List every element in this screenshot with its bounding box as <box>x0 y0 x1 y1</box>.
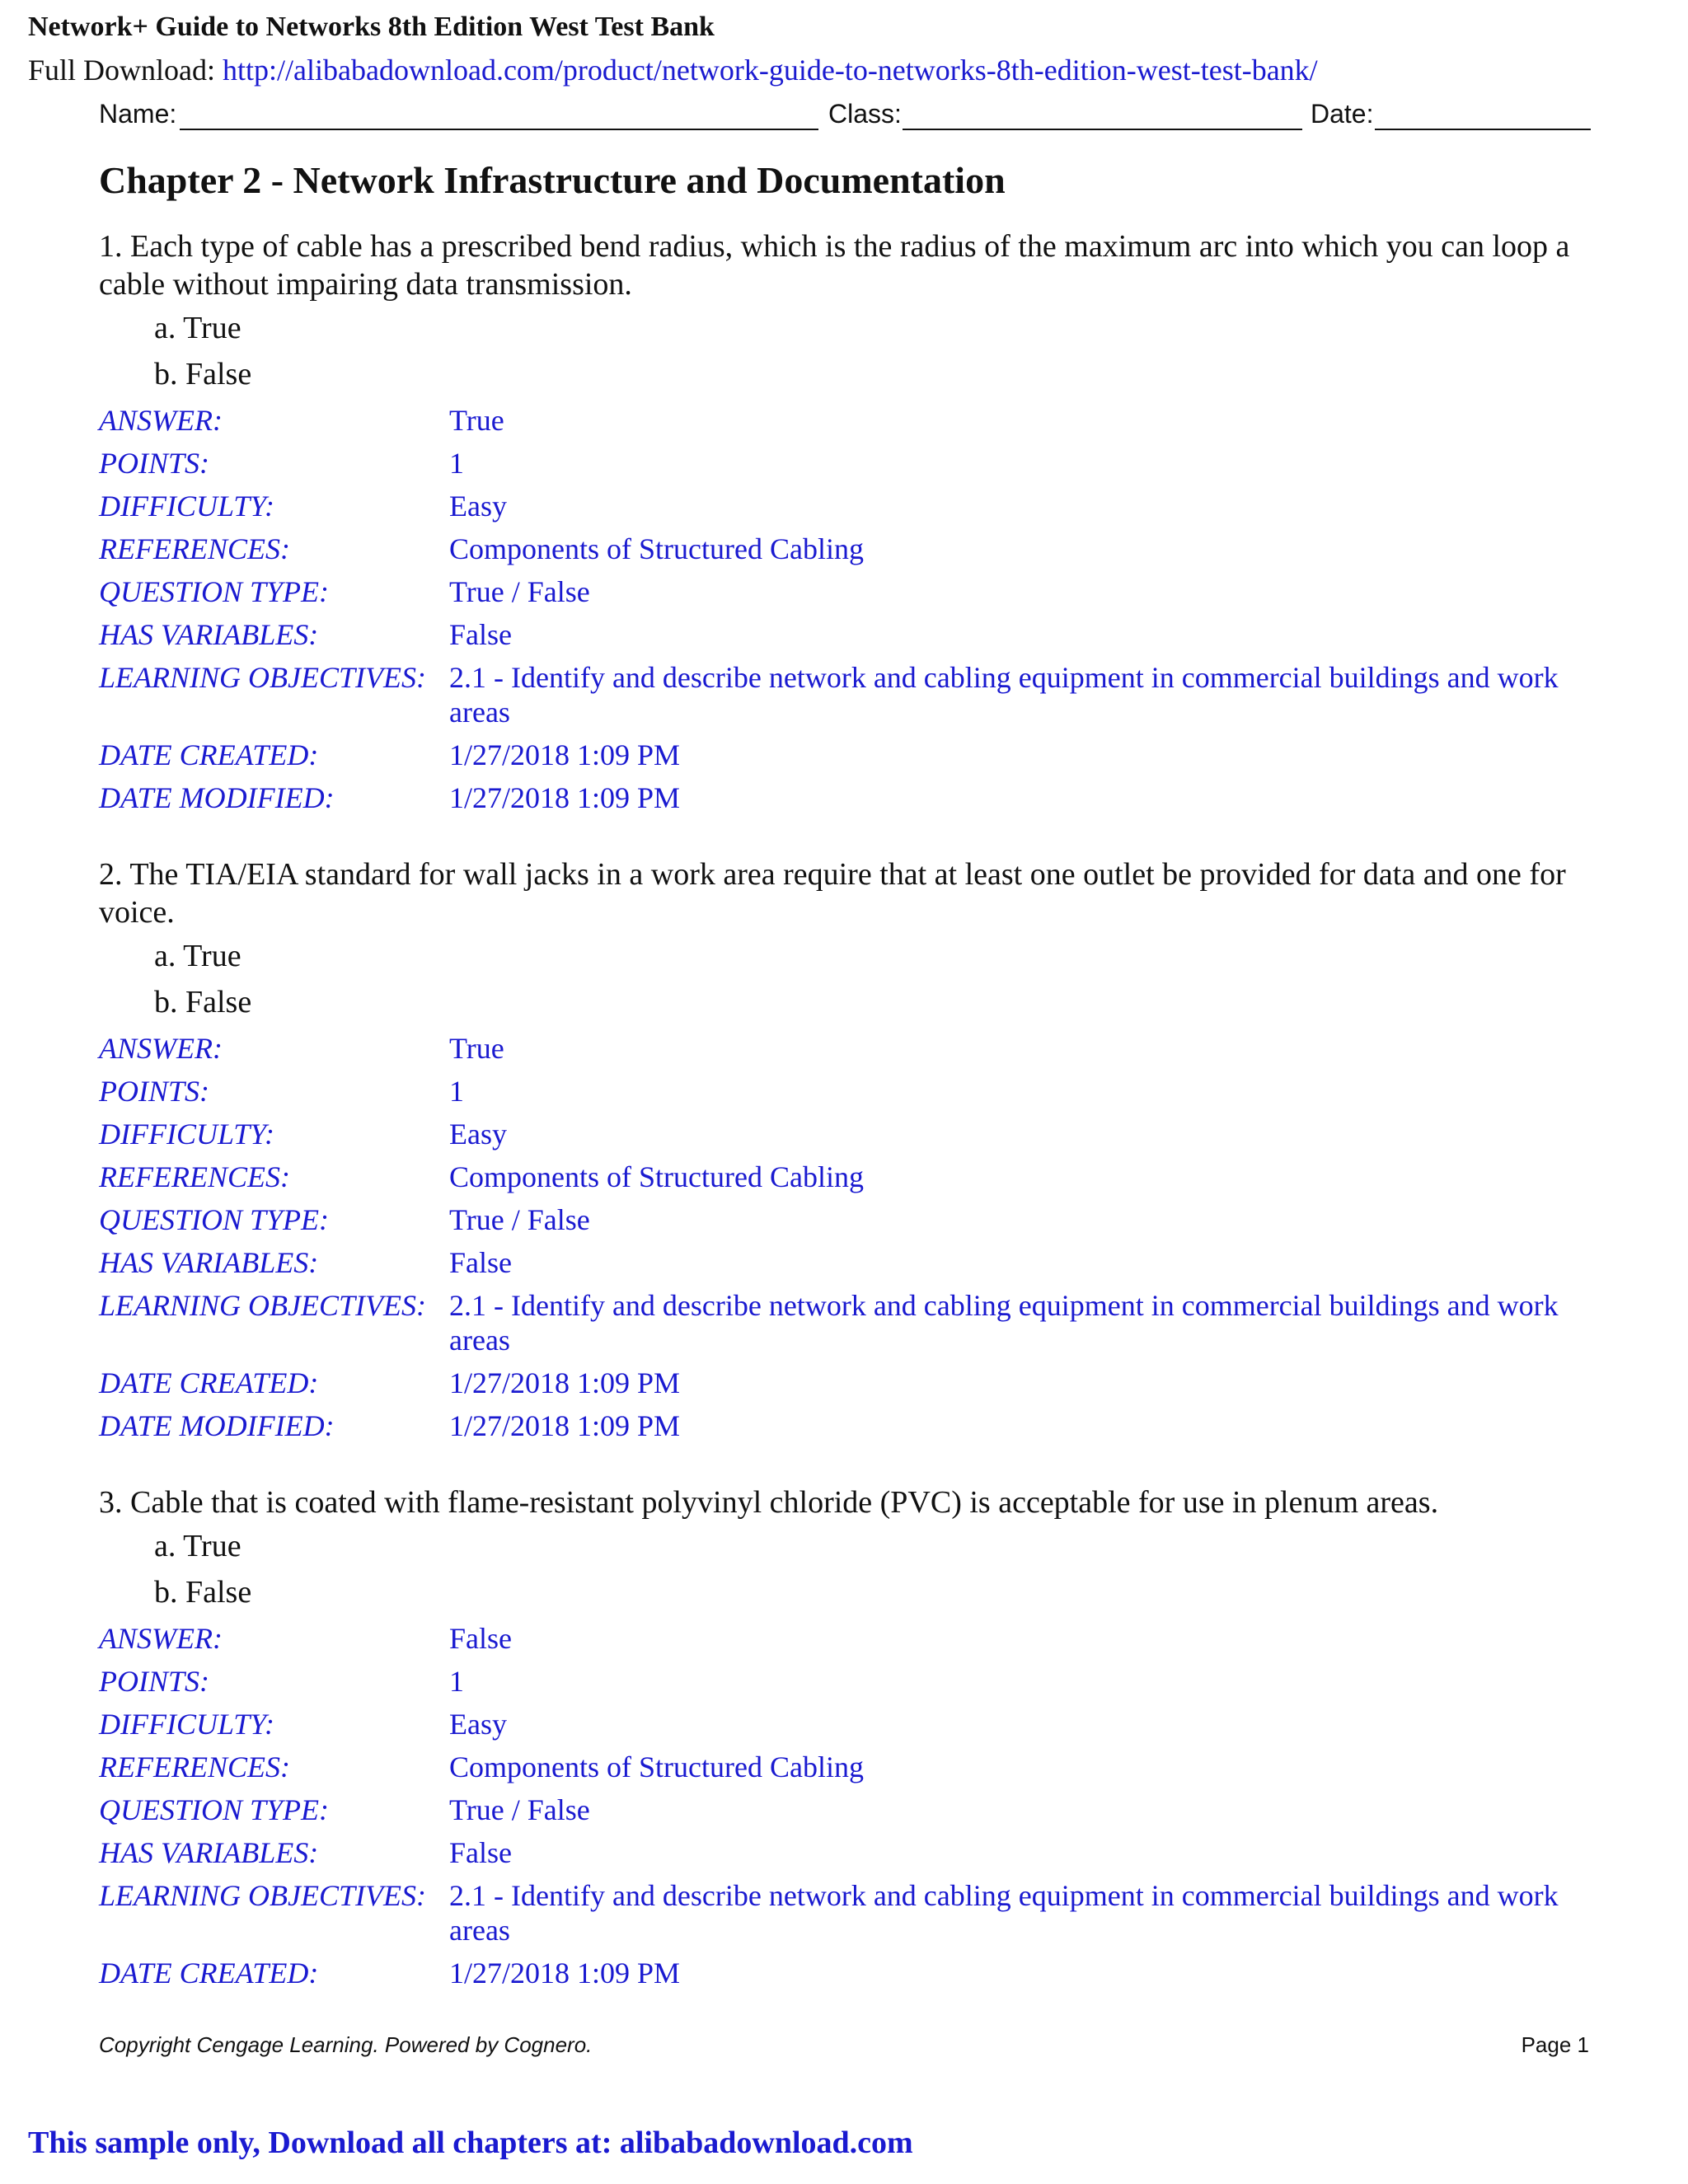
page-number: Page 1 <box>1521 2032 1589 2057</box>
points-value: 1 <box>449 447 464 480</box>
learning-objectives-value: 2.1 - Identify and describe network and cabling equipment in commercial buildings and work areas <box>449 1879 1559 1947</box>
difficulty-label: DIFFICULTY: <box>99 1118 274 1151</box>
question-type-value: True / False <box>449 1203 590 1236</box>
option-b: b. False <box>154 357 252 391</box>
date-created-label: DATE CREATED: <box>99 1957 319 1990</box>
answer-label: ANSWER: <box>99 404 223 437</box>
learning-objectives-label: LEARNING OBJECTIVES: <box>99 1879 426 1912</box>
has-variables-label: HAS VARIABLES: <box>99 1246 319 1279</box>
points-label: POINTS: <box>99 1665 209 1698</box>
points-value: 1 <box>449 1075 464 1108</box>
has-variables-value: False <box>449 1836 512 1869</box>
name-label: Name: <box>99 99 177 129</box>
references-value: Components of Structured Cabling <box>449 1160 864 1193</box>
download-banner[interactable]: This sample only, Download all chapters at: alibabadownload.com <box>28 2125 913 2160</box>
question-type-label: QUESTION TYPE: <box>99 1793 330 1826</box>
option-a: a. True <box>154 939 241 973</box>
download-line <box>28 53 1318 87</box>
date-created-value: 1/27/2018 1:09 PM <box>449 1957 681 1990</box>
learning-objectives-value: 2.1 - Identify and describe network and cabling equipment in commercial buildings and work areas <box>449 661 1559 729</box>
references-label: REFERENCES: <box>99 1160 290 1193</box>
answer-label: ANSWER: <box>99 1622 223 1655</box>
question-metadata <box>99 1027 1599 1447</box>
references-label: REFERENCES: <box>99 532 290 565</box>
option-a: a. True <box>154 311 241 345</box>
difficulty-value: Easy <box>449 1118 507 1151</box>
option-b: b. False <box>154 985 252 1019</box>
document-title: Network+ Guide to Networks 8th Edition West Test Bank <box>28 12 715 42</box>
has-variables-label: HAS VARIABLES: <box>99 618 319 651</box>
name-field-line[interactable] <box>180 129 818 130</box>
question-type-label: QUESTION TYPE: <box>99 1203 330 1236</box>
class-label: Class: <box>828 99 902 129</box>
learning-objectives-label: LEARNING OBJECTIVES: <box>99 661 426 694</box>
date-created-value: 1/27/2018 1:09 PM <box>449 1366 681 1399</box>
answer-value: True <box>449 404 504 437</box>
chapter-title: Chapter 2 - Network Infrastructure and Documentation <box>99 159 1006 201</box>
points-label: POINTS: <box>99 447 209 480</box>
references-value: Components of Structured Cabling <box>449 1750 864 1783</box>
references-label: REFERENCES: <box>99 1750 290 1783</box>
question-text: 3. Cable that is coated with flame-resistant polyvinyl chloride (PVC) is acceptable for use in plenum areas. <box>99 1485 1439 1520</box>
difficulty-label: DIFFICULTY: <box>99 490 274 523</box>
question-text: 2. The TIA/EIA standard for wall jacks in a work area require that at least one outlet be provided for data and one for voice. <box>99 857 1566 930</box>
question-text: 1. Each type of cable has a prescribed bend radius, which is the radius of the maximum arc into which you can loop a cable without impairing data transmission. <box>99 229 1570 302</box>
download-link[interactable]: http://alibabadownload.com/product/network-guide-to-networks-8th-edition-west-test-bank/ <box>223 54 1318 87</box>
question-2 <box>99 855 1599 1447</box>
class-field-line[interactable] <box>903 129 1302 130</box>
learning-objectives-value: 2.1 - Identify and describe network and cabling equipment in commercial buildings and work areas <box>449 1289 1559 1357</box>
answer-label: ANSWER: <box>99 1032 223 1065</box>
date-created-label: DATE CREATED: <box>99 1366 319 1399</box>
difficulty-value: Easy <box>449 490 507 523</box>
points-value: 1 <box>449 1665 464 1698</box>
date-created-value: 1/27/2018 1:09 PM <box>449 738 681 771</box>
date-modified-label: DATE MODIFIED: <box>99 781 335 814</box>
date-field-line[interactable] <box>1375 129 1591 130</box>
answer-value: True <box>449 1032 504 1065</box>
question-3 <box>99 1483 1599 1994</box>
references-value: Components of Structured Cabling <box>449 532 864 565</box>
copyright-footer: Copyright Cengage Learning. Powered by Cognero. <box>99 2032 593 2057</box>
question-type-value: True / False <box>449 575 590 608</box>
student-info-row <box>99 99 1591 134</box>
question-type-value: True / False <box>449 1793 590 1826</box>
date-modified-label: DATE MODIFIED: <box>99 1409 335 1442</box>
question-metadata <box>99 399 1599 819</box>
difficulty-value: Easy <box>449 1708 507 1741</box>
download-label: Full Download: <box>28 54 223 87</box>
question-metadata <box>99 1617 1599 1994</box>
has-variables-value: False <box>449 1246 512 1279</box>
date-modified-value: 1/27/2018 1:09 PM <box>449 781 681 814</box>
difficulty-label: DIFFICULTY: <box>99 1708 274 1741</box>
option-b: b. False <box>154 1575 252 1610</box>
points-label: POINTS: <box>99 1075 209 1108</box>
date-modified-value: 1/27/2018 1:09 PM <box>449 1409 681 1442</box>
question-type-label: QUESTION TYPE: <box>99 575 330 608</box>
answer-value: False <box>449 1622 512 1655</box>
option-a: a. True <box>154 1529 241 1563</box>
date-label: Date: <box>1311 99 1374 129</box>
question-1 <box>99 227 1599 819</box>
learning-objectives-label: LEARNING OBJECTIVES: <box>99 1289 426 1322</box>
has-variables-label: HAS VARIABLES: <box>99 1836 319 1869</box>
has-variables-value: False <box>449 618 512 651</box>
date-created-label: DATE CREATED: <box>99 738 319 771</box>
